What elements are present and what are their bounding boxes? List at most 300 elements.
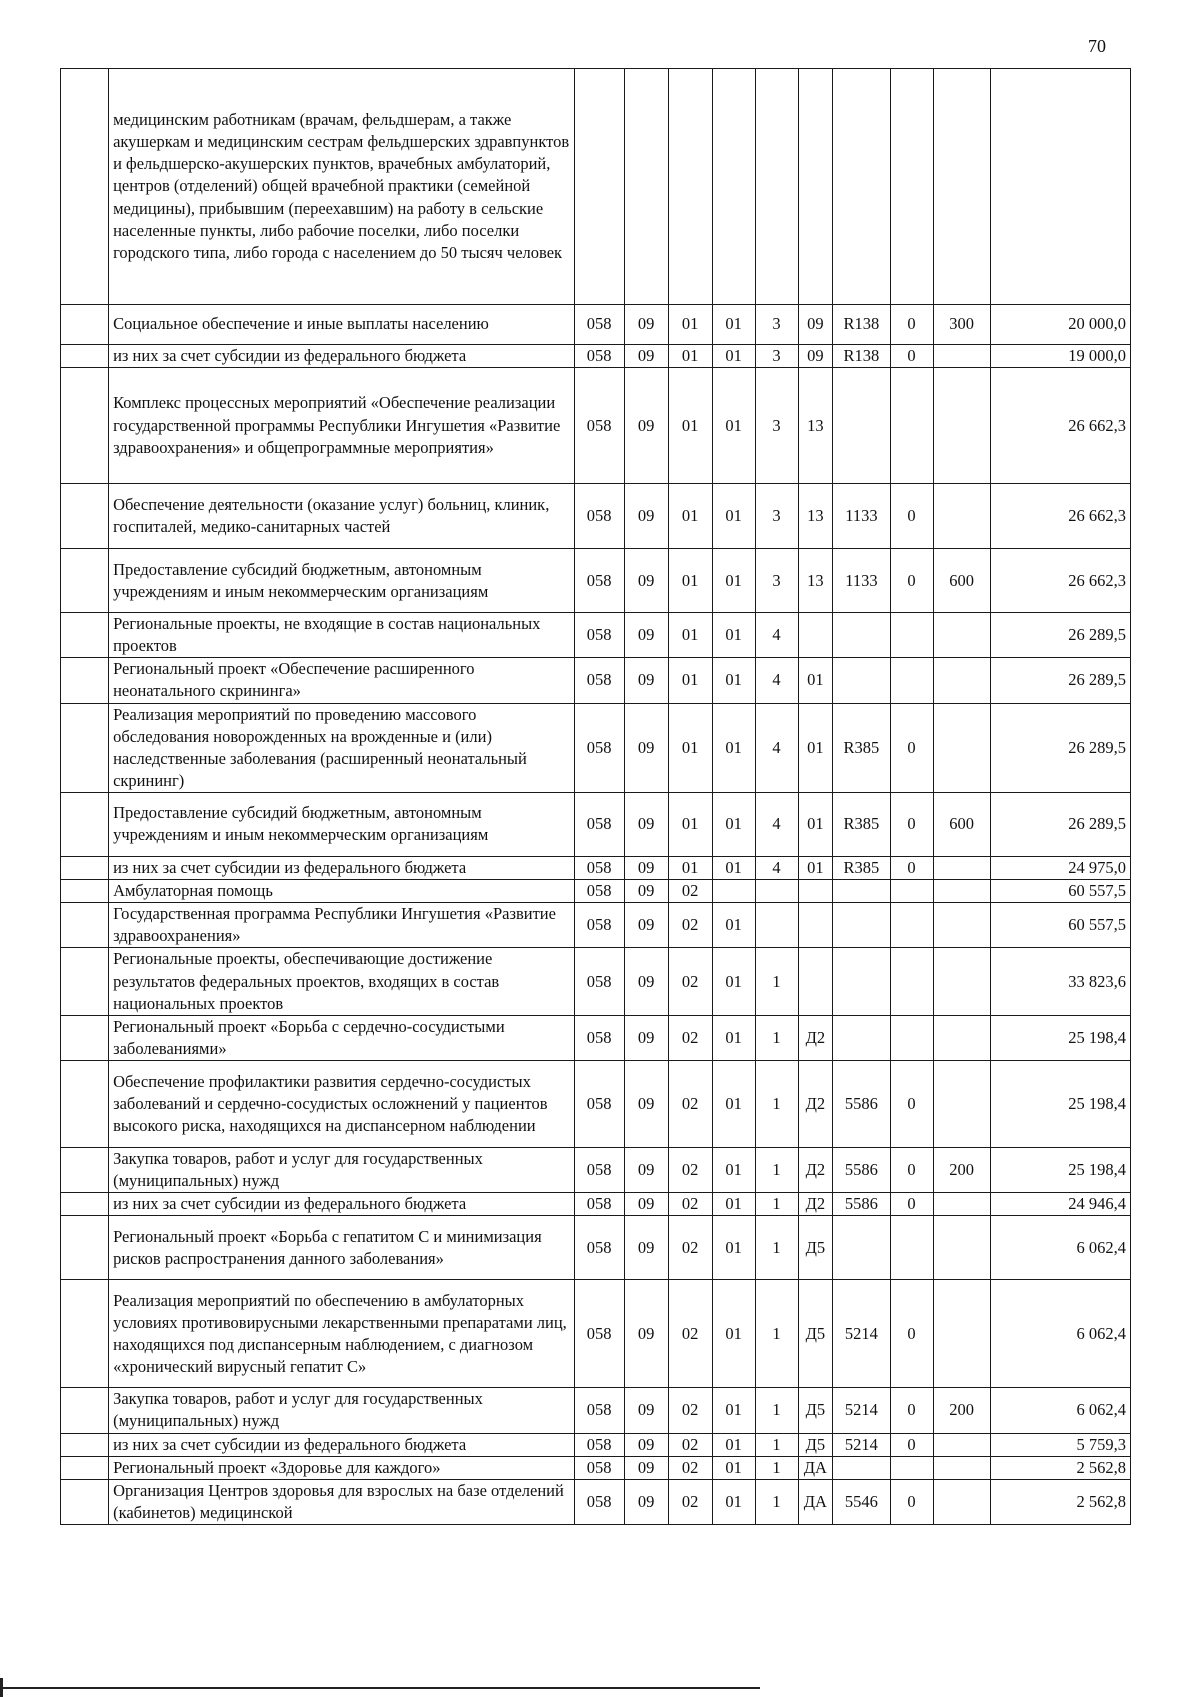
code-ministry: 058 — [574, 1216, 624, 1280]
code-subprogram: 1 — [755, 1216, 798, 1280]
code-program: 01 — [712, 1280, 755, 1388]
code-ministry: 058 — [574, 1280, 624, 1388]
code-program: 01 — [712, 1015, 755, 1060]
code-program: 01 — [712, 1456, 755, 1479]
amount-cell: 19 000,0 — [990, 345, 1130, 368]
amount-cell: 25 198,4 — [990, 1015, 1130, 1060]
code-project: Д5 — [798, 1280, 833, 1388]
code-subprogram: 4 — [755, 856, 798, 879]
row-marker — [61, 903, 109, 948]
code-expense-type — [933, 1216, 990, 1280]
code-expense-type — [933, 658, 990, 703]
expense-name: Амбулаторная помощь — [109, 880, 574, 903]
table-row — [61, 703, 1131, 792]
code-section: 09 — [624, 880, 668, 903]
code-ministry: 058 — [574, 345, 624, 368]
code-project: 09 — [798, 305, 833, 345]
code-subprogram: 1 — [755, 1433, 798, 1456]
code-direction: R385 — [833, 856, 890, 879]
code-program: 01 — [712, 484, 755, 549]
code-subsection: 02 — [668, 1479, 712, 1524]
table-row — [61, 345, 1131, 368]
expense-name: Обеспечение деятельности (оказание услуг) больниц, клиник, госпиталей, медико-санитарных частей — [109, 484, 574, 549]
expense-name: из них за счет субсидии из федерального бюджета — [109, 345, 574, 368]
amount-cell: 26 289,5 — [990, 703, 1130, 792]
code-expense-type — [933, 703, 990, 792]
code-section: 09 — [624, 1015, 668, 1060]
table-row — [61, 948, 1131, 1015]
table-row — [61, 549, 1131, 613]
code-section: 09 — [624, 1280, 668, 1388]
code-ministry — [574, 69, 624, 305]
code-subsection: 02 — [668, 1193, 712, 1216]
code-project: Д5 — [798, 1216, 833, 1280]
table-row — [61, 69, 1131, 305]
expense-name: Региональный проект «Обеспечение расширенного неонатального скрининга» — [109, 658, 574, 703]
row-marker — [61, 1388, 109, 1433]
amount-cell: 2 562,8 — [990, 1479, 1130, 1524]
code-subsection: 01 — [668, 345, 712, 368]
code-project — [798, 903, 833, 948]
code-ministry: 058 — [574, 549, 624, 613]
code-suffix: 0 — [890, 792, 933, 856]
code-suffix — [890, 903, 933, 948]
code-expense-type — [933, 1479, 990, 1524]
code-suffix — [890, 1216, 933, 1280]
amount-cell: 2 562,8 — [990, 1456, 1130, 1479]
table-row — [61, 1456, 1131, 1479]
code-expense-type — [933, 69, 990, 305]
code-section: 09 — [624, 368, 668, 484]
code-section: 09 — [624, 1060, 668, 1147]
code-direction: R385 — [833, 792, 890, 856]
code-suffix: 0 — [890, 1479, 933, 1524]
row-marker — [61, 1433, 109, 1456]
code-subsection: 01 — [668, 856, 712, 879]
code-suffix: 0 — [890, 1280, 933, 1388]
code-project: 01 — [798, 658, 833, 703]
row-marker — [61, 69, 109, 305]
code-ministry: 058 — [574, 792, 624, 856]
code-direction: 1133 — [833, 549, 890, 613]
code-ministry: 058 — [574, 368, 624, 484]
code-section: 09 — [624, 484, 668, 549]
row-marker — [61, 703, 109, 792]
expense-name: Комплекс процессных мероприятий «Обеспечение реализации государственной программы Республики Ингушетия «Развитие здравоохранения» и общепрограммные мероприятия» — [109, 368, 574, 484]
expense-name: Региональный проект «Здоровье для каждого» — [109, 1456, 574, 1479]
row-marker — [61, 549, 109, 613]
code-program: 01 — [712, 1479, 755, 1524]
code-section: 09 — [624, 1456, 668, 1479]
code-direction: 5214 — [833, 1280, 890, 1388]
code-ministry: 058 — [574, 903, 624, 948]
table-row — [61, 1147, 1131, 1192]
code-subsection: 01 — [668, 368, 712, 484]
table-row — [61, 1388, 1131, 1433]
code-project: 13 — [798, 368, 833, 484]
code-section: 09 — [624, 703, 668, 792]
row-marker — [61, 658, 109, 703]
row-marker — [61, 856, 109, 879]
code-suffix — [890, 1015, 933, 1060]
row-marker — [61, 1193, 109, 1216]
code-expense-type — [933, 948, 990, 1015]
code-direction: 5546 — [833, 1479, 890, 1524]
code-direction: 5214 — [833, 1388, 890, 1433]
expense-name: Региональные проекты, обеспечивающие достижение результатов федеральных проектов, входящих в состав национальных проектов — [109, 948, 574, 1015]
amount-cell: 20 000,0 — [990, 305, 1130, 345]
code-direction — [833, 613, 890, 658]
code-suffix: 0 — [890, 305, 933, 345]
expense-name: Закупка товаров, работ и услуг для государственных (муниципальных) нужд — [109, 1147, 574, 1192]
code-suffix — [890, 69, 933, 305]
table-row — [61, 658, 1131, 703]
code-expense-type — [933, 1015, 990, 1060]
code-direction: R138 — [833, 345, 890, 368]
code-subsection: 02 — [668, 1216, 712, 1280]
amount-cell: 26 289,5 — [990, 658, 1130, 703]
scan-artifact — [0, 1687, 760, 1689]
amount-cell: 24 975,0 — [990, 856, 1130, 879]
code-section: 09 — [624, 1216, 668, 1280]
code-ministry: 058 — [574, 613, 624, 658]
expense-name: из них за счет субсидии из федерального бюджета — [109, 856, 574, 879]
code-ministry: 058 — [574, 1015, 624, 1060]
code-project: ДА — [798, 1456, 833, 1479]
expense-name: Реализация мероприятий по обеспечению в амбулаторных условиях противовирусными лекарственными препаратами лиц, находящихся под диспансерным наблюдением, с диагнозом «хронический вирусный гепатит С» — [109, 1280, 574, 1388]
code-direction — [833, 1015, 890, 1060]
code-subprogram: 1 — [755, 1060, 798, 1147]
code-subsection: 01 — [668, 792, 712, 856]
code-program: 01 — [712, 1216, 755, 1280]
code-suffix: 0 — [890, 1147, 933, 1192]
table-row — [61, 1060, 1131, 1147]
code-project: Д2 — [798, 1193, 833, 1216]
row-marker — [61, 1456, 109, 1479]
row-marker — [61, 345, 109, 368]
code-subprogram: 1 — [755, 1280, 798, 1388]
amount-cell: 25 198,4 — [990, 1060, 1130, 1147]
code-expense-type — [933, 880, 990, 903]
code-direction — [833, 658, 890, 703]
code-expense-type — [933, 345, 990, 368]
amount-cell: 26 662,3 — [990, 484, 1130, 549]
code-ministry: 058 — [574, 658, 624, 703]
table-row — [61, 1193, 1131, 1216]
row-marker — [61, 368, 109, 484]
code-subsection: 02 — [668, 1388, 712, 1433]
code-subsection: 01 — [668, 484, 712, 549]
code-subprogram: 4 — [755, 658, 798, 703]
code-subprogram: 3 — [755, 484, 798, 549]
code-subprogram: 4 — [755, 613, 798, 658]
expense-name: Социальное обеспечение и иные выплаты населению — [109, 305, 574, 345]
amount-cell: 33 823,6 — [990, 948, 1130, 1015]
row-marker — [61, 948, 109, 1015]
amount-cell: 24 946,4 — [990, 1193, 1130, 1216]
code-section: 09 — [624, 345, 668, 368]
code-section: 09 — [624, 903, 668, 948]
code-suffix — [890, 613, 933, 658]
code-ministry: 058 — [574, 880, 624, 903]
code-expense-type — [933, 613, 990, 658]
code-direction: 1133 — [833, 484, 890, 549]
code-subprogram — [755, 880, 798, 903]
code-program: 01 — [712, 305, 755, 345]
code-suffix — [890, 948, 933, 1015]
row-marker — [61, 1479, 109, 1524]
code-program: 01 — [712, 368, 755, 484]
table-row — [61, 613, 1131, 658]
code-suffix — [890, 658, 933, 703]
row-marker — [61, 484, 109, 549]
table-row — [61, 368, 1131, 484]
code-subsection: 02 — [668, 880, 712, 903]
expense-name: Реализация мероприятий по проведению массового обследования новорожденных на врожденные и (или) наследственные заболевания (расширенный неонатальный скрининг) — [109, 703, 574, 792]
code-ministry: 058 — [574, 484, 624, 549]
code-suffix: 0 — [890, 856, 933, 879]
code-section: 09 — [624, 1147, 668, 1192]
code-suffix — [890, 368, 933, 484]
code-expense-type: 600 — [933, 792, 990, 856]
expense-name: медицинским работникам (врачам, фельдшерам, а также акушеркам и медицинским сестрам фельдшерских здравпунктов и фельдшерско-акушерских пунктов, врачебных амбулаторий, центров (отделений) общей врачебной практики (семейной медицины), прибывшим (переехавшим) на работу в сельские населенные пункты, либо рабочие поселки, либо поселки городского типа, либо города с населением до 50 тысяч человек — [109, 69, 574, 305]
code-ministry: 058 — [574, 1060, 624, 1147]
code-section: 09 — [624, 948, 668, 1015]
code-direction: 5586 — [833, 1060, 890, 1147]
code-subsection: 02 — [668, 1147, 712, 1192]
code-program: 01 — [712, 903, 755, 948]
code-section: 09 — [624, 658, 668, 703]
code-section: 09 — [624, 1388, 668, 1433]
code-direction — [833, 880, 890, 903]
row-marker — [61, 1015, 109, 1060]
code-subprogram: 1 — [755, 1388, 798, 1433]
code-subprogram: 3 — [755, 305, 798, 345]
code-direction — [833, 1216, 890, 1280]
code-suffix: 0 — [890, 1060, 933, 1147]
table-row — [61, 856, 1131, 879]
table-row — [61, 1216, 1131, 1280]
row-marker — [61, 792, 109, 856]
table-row — [61, 792, 1131, 856]
expense-name: Региональный проект «Борьба с сердечно-сосудистыми заболеваниями» — [109, 1015, 574, 1060]
code-ministry: 058 — [574, 948, 624, 1015]
expense-name: Государственная программа Республики Ингушетия «Развитие здравоохранения» — [109, 903, 574, 948]
code-subsection — [668, 69, 712, 305]
budget-table — [60, 68, 1131, 1525]
code-section: 09 — [624, 1433, 668, 1456]
amount-cell: 26 662,3 — [990, 368, 1130, 484]
code-program: 01 — [712, 792, 755, 856]
code-suffix: 0 — [890, 345, 933, 368]
code-direction: 5586 — [833, 1193, 890, 1216]
expense-name: из них за счет субсидии из федерального бюджета — [109, 1193, 574, 1216]
code-direction — [833, 903, 890, 948]
code-ministry: 058 — [574, 1147, 624, 1192]
code-project: 13 — [798, 549, 833, 613]
code-direction — [833, 948, 890, 1015]
code-direction — [833, 69, 890, 305]
code-ministry: 058 — [574, 305, 624, 345]
amount-cell: 5 759,3 — [990, 1433, 1130, 1456]
code-program: 01 — [712, 345, 755, 368]
code-subsection: 01 — [668, 613, 712, 658]
code-ministry: 058 — [574, 856, 624, 879]
table-row — [61, 484, 1131, 549]
amount-cell: 6 062,4 — [990, 1388, 1130, 1433]
code-program: 01 — [712, 549, 755, 613]
code-suffix: 0 — [890, 1193, 933, 1216]
code-subsection: 01 — [668, 305, 712, 345]
code-project: 01 — [798, 856, 833, 879]
code-program: 01 — [712, 613, 755, 658]
code-subprogram: 1 — [755, 1456, 798, 1479]
code-program: 01 — [712, 1388, 755, 1433]
code-direction: 5586 — [833, 1147, 890, 1192]
code-section: 09 — [624, 1479, 668, 1524]
code-subprogram: 3 — [755, 345, 798, 368]
code-expense-type — [933, 1456, 990, 1479]
code-program — [712, 880, 755, 903]
code-expense-type — [933, 1433, 990, 1456]
budget-table-body — [61, 69, 1131, 1525]
code-program: 01 — [712, 703, 755, 792]
code-ministry: 058 — [574, 1479, 624, 1524]
code-suffix: 0 — [890, 703, 933, 792]
code-subprogram: 3 — [755, 368, 798, 484]
code-subsection: 02 — [668, 1433, 712, 1456]
code-program: 01 — [712, 1060, 755, 1147]
code-subprogram — [755, 69, 798, 305]
row-marker — [61, 613, 109, 658]
code-expense-type: 200 — [933, 1147, 990, 1192]
amount-cell: 60 557,5 — [990, 903, 1130, 948]
code-direction: R138 — [833, 305, 890, 345]
code-expense-type — [933, 856, 990, 879]
code-program: 01 — [712, 1193, 755, 1216]
code-subprogram: 1 — [755, 1015, 798, 1060]
expense-name: Закупка товаров, работ и услуг для государственных (муниципальных) нужд — [109, 1388, 574, 1433]
code-project: ДА — [798, 1479, 833, 1524]
code-project — [798, 69, 833, 305]
code-subsection: 02 — [668, 1280, 712, 1388]
row-marker — [61, 1216, 109, 1280]
code-ministry: 058 — [574, 1388, 624, 1433]
amount-cell: 25 198,4 — [990, 1147, 1130, 1192]
code-subprogram: 3 — [755, 549, 798, 613]
expense-name: Обеспечение профилактики развития сердечно-сосудистых заболеваний и сердечно-сосудистых осложнений у пациентов высокого риска, находящихся на диспансерном наблюдении — [109, 1060, 574, 1147]
code-subprogram — [755, 903, 798, 948]
code-project: Д5 — [798, 1388, 833, 1433]
code-project: Д5 — [798, 1433, 833, 1456]
table-row — [61, 1280, 1131, 1388]
expense-name: из них за счет субсидии из федерального бюджета — [109, 1433, 574, 1456]
amount-cell: 6 062,4 — [990, 1280, 1130, 1388]
code-program: 01 — [712, 948, 755, 1015]
table-row — [61, 903, 1131, 948]
code-program: 01 — [712, 856, 755, 879]
code-direction — [833, 1456, 890, 1479]
table-row — [61, 1433, 1131, 1456]
code-section: 09 — [624, 792, 668, 856]
code-section: 09 — [624, 856, 668, 879]
amount-cell: 26 289,5 — [990, 792, 1130, 856]
code-section — [624, 69, 668, 305]
code-project: 01 — [798, 703, 833, 792]
code-project: Д2 — [798, 1060, 833, 1147]
table-row — [61, 880, 1131, 903]
code-suffix: 0 — [890, 484, 933, 549]
code-expense-type — [933, 903, 990, 948]
amount-cell — [990, 69, 1130, 305]
code-expense-type — [933, 368, 990, 484]
expense-name: Организация Центров здоровья для взрослых на базе отделений (кабинетов) медицинской — [109, 1479, 574, 1524]
expense-name: Региональные проекты, не входящие в состав национальных проектов — [109, 613, 574, 658]
code-program: 01 — [712, 1147, 755, 1192]
row-marker — [61, 880, 109, 903]
row-marker — [61, 305, 109, 345]
code-suffix — [890, 880, 933, 903]
amount-cell: 26 289,5 — [990, 613, 1130, 658]
code-project: 09 — [798, 345, 833, 368]
row-marker — [61, 1280, 109, 1388]
page-number: 70 — [1088, 36, 1106, 56]
amount-cell: 6 062,4 — [990, 1216, 1130, 1280]
code-expense-type — [933, 1193, 990, 1216]
code-project — [798, 613, 833, 658]
code-suffix: 0 — [890, 1433, 933, 1456]
code-subsection: 01 — [668, 549, 712, 613]
code-direction: 5214 — [833, 1433, 890, 1456]
expense-name: Предоставление субсидий бюджетным, автономным учреждениям и иным некоммерческим организациям — [109, 549, 574, 613]
code-subprogram: 4 — [755, 792, 798, 856]
code-section: 09 — [624, 305, 668, 345]
code-subsection: 01 — [668, 658, 712, 703]
code-expense-type — [933, 484, 990, 549]
code-subprogram: 1 — [755, 1479, 798, 1524]
code-suffix: 0 — [890, 1388, 933, 1433]
code-subsection: 02 — [668, 1060, 712, 1147]
code-expense-type: 200 — [933, 1388, 990, 1433]
table-row — [61, 1479, 1131, 1524]
code-direction — [833, 368, 890, 484]
code-subsection: 01 — [668, 703, 712, 792]
code-ministry: 058 — [574, 1456, 624, 1479]
code-project: Д2 — [798, 1147, 833, 1192]
row-marker — [61, 1147, 109, 1192]
amount-cell: 60 557,5 — [990, 880, 1130, 903]
expense-name: Региональный проект «Борьба с гепатитом С и минимизация рисков распространения данного заболевания» — [109, 1216, 574, 1280]
code-subprogram: 4 — [755, 703, 798, 792]
table-row — [61, 1015, 1131, 1060]
code-subprogram: 1 — [755, 1193, 798, 1216]
row-marker — [61, 1060, 109, 1147]
code-subsection: 02 — [668, 903, 712, 948]
code-section: 09 — [624, 613, 668, 658]
code-section: 09 — [624, 1193, 668, 1216]
code-ministry: 058 — [574, 1433, 624, 1456]
code-suffix: 0 — [890, 549, 933, 613]
code-subsection: 02 — [668, 948, 712, 1015]
code-program — [712, 69, 755, 305]
code-expense-type — [933, 1280, 990, 1388]
code-suffix — [890, 1456, 933, 1479]
code-program: 01 — [712, 658, 755, 703]
code-ministry: 058 — [574, 1193, 624, 1216]
code-subsection: 02 — [668, 1015, 712, 1060]
code-program: 01 — [712, 1433, 755, 1456]
code-subprogram: 1 — [755, 948, 798, 1015]
